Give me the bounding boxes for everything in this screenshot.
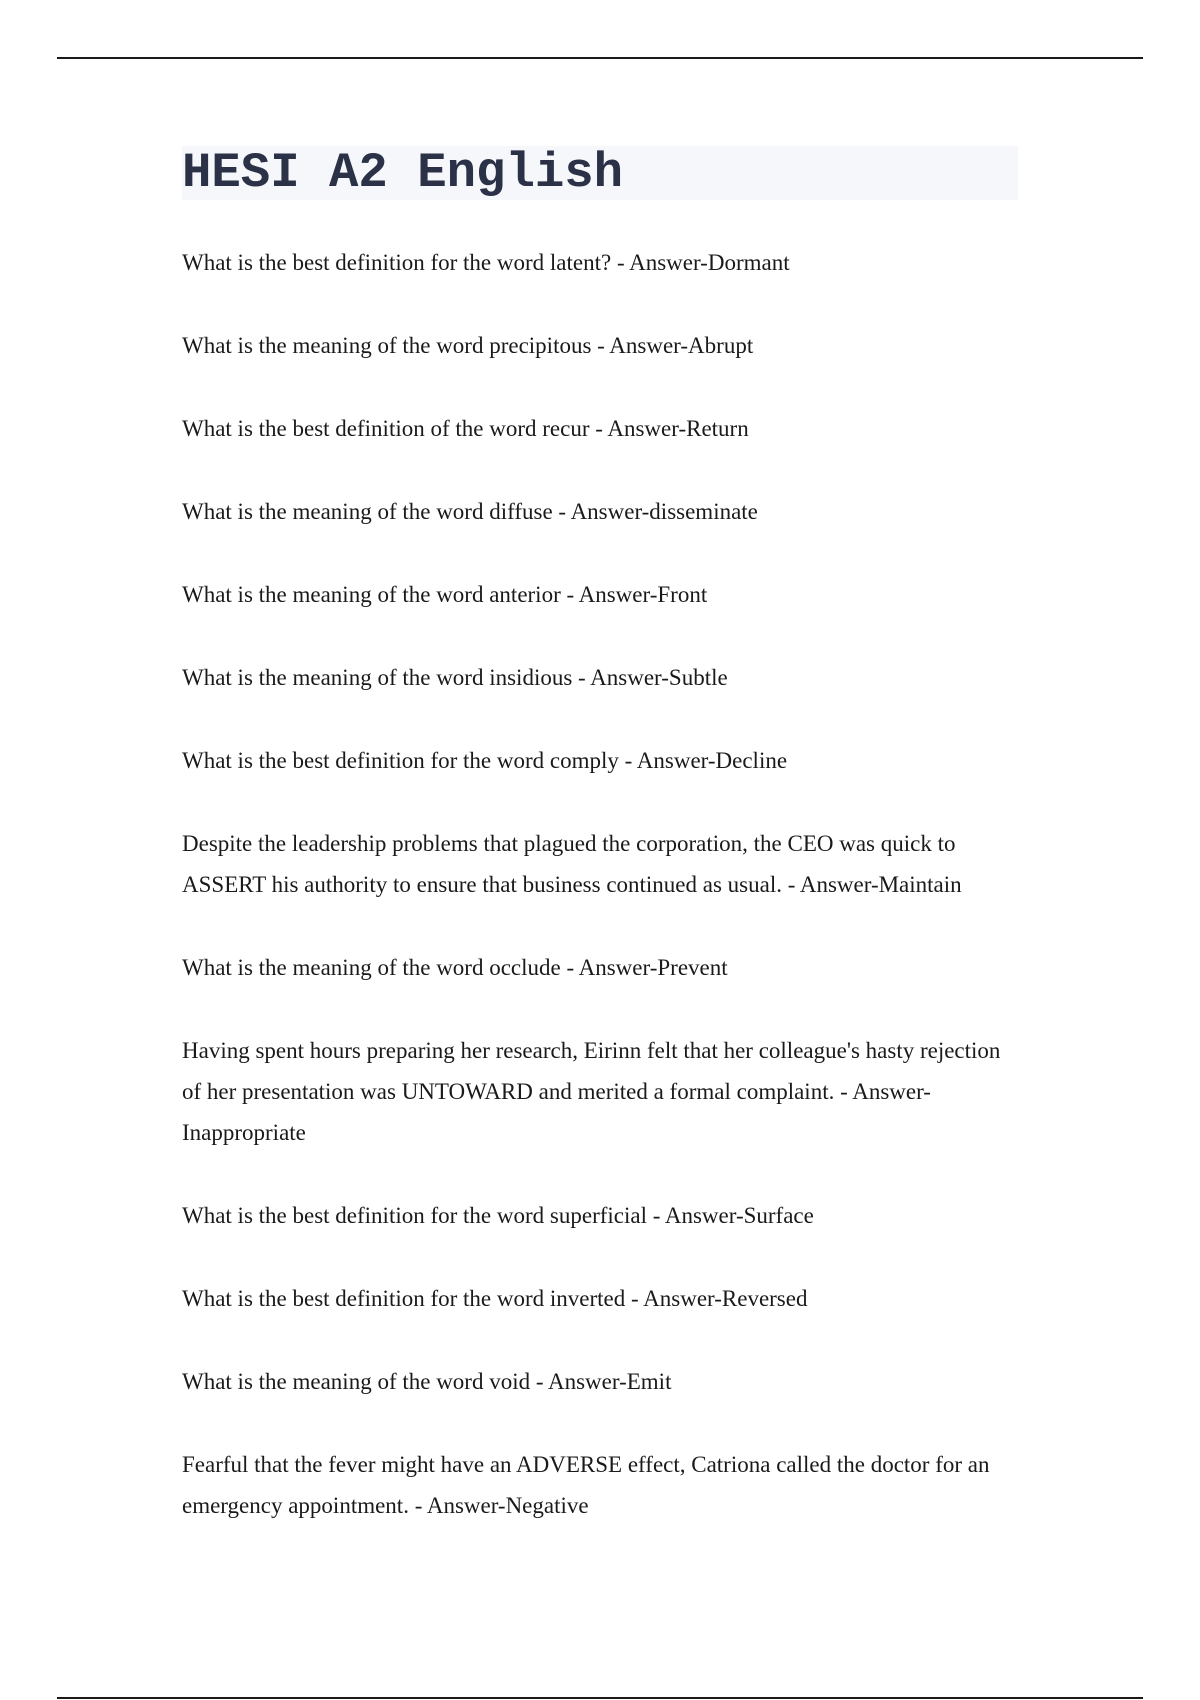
qa-list xyxy=(182,242,1022,1526)
qa-item: Fearful that the fever might have an ADVERSE effect, Catriona called the doctor for an emergency appointment. - Answer-Negative xyxy=(182,1452,990,1518)
qa-item: What is the best definition for the word comply - Answer-Decline xyxy=(182,748,788,773)
qa-item: What is the meaning of the word insidious - Answer-Subtle xyxy=(182,665,728,690)
qa-item: What is the best definition for the word latent? - Answer-Dormant xyxy=(182,250,790,275)
qa-item: What is the best definition for the word superficial - Answer-Surface xyxy=(182,1203,814,1228)
title-banner xyxy=(182,146,1018,200)
qa-item: Despite the leadership problems that plagued the corporation, the CEO was quick to ASSERT his authority to ensure that business continued as usual. - Answer-Maintain xyxy=(182,831,962,897)
qa-item: What is the best definition of the word recur - Answer-Return xyxy=(182,416,749,441)
qa-item: What is the meaning of the word occlude - Answer-Prevent xyxy=(182,955,728,980)
qa-item: What is the meaning of the word diffuse - Answer-disseminate xyxy=(182,499,758,524)
qa-item: What is the best definition for the word inverted - Answer-Reversed xyxy=(182,1286,808,1311)
top-divider xyxy=(57,57,1143,59)
qa-item: What is the meaning of the word anterior - Answer-Front xyxy=(182,582,708,607)
qa-item: What is the meaning of the word precipitous - Answer-Abrupt xyxy=(182,333,754,358)
document-title: HESI A2 English xyxy=(182,145,624,201)
qa-item: Having spent hours preparing her research, Eirinn felt that her colleague's hasty rejection of her presentation was UNTOWARD and merited a formal complaint. - Answer-Inappropriate xyxy=(182,1038,1001,1145)
qa-item: What is the meaning of the word void - Answer-Emit xyxy=(182,1369,672,1394)
bottom-divider xyxy=(57,1697,1143,1699)
document-body xyxy=(182,146,1022,1568)
